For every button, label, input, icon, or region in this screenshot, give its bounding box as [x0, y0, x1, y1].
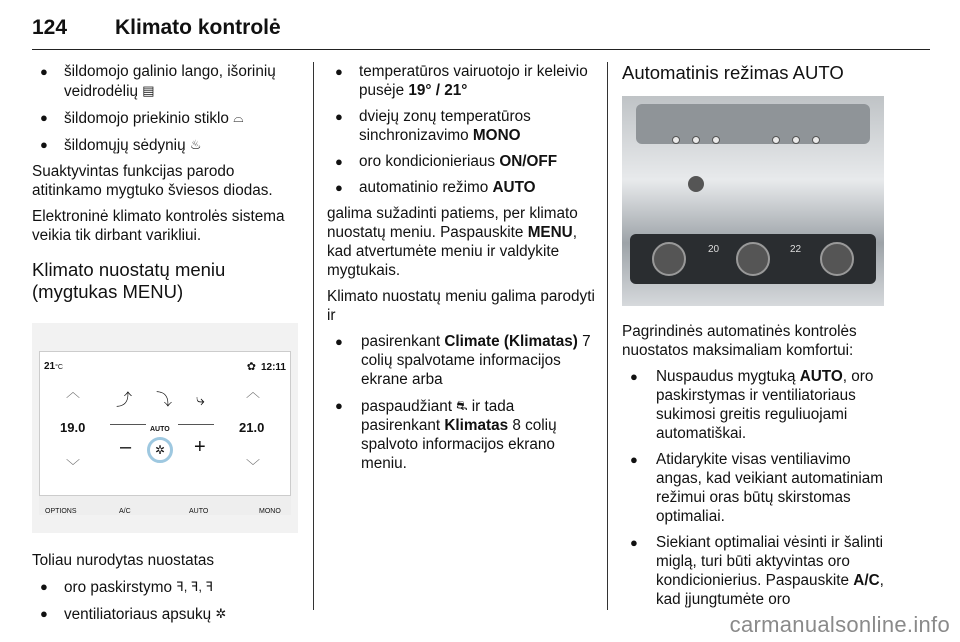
left-temp-display: 20: [708, 244, 720, 255]
temp-knob: [652, 242, 686, 276]
bar-item: AUTO: [189, 508, 209, 515]
column-1: [32, 62, 300, 631]
chevron-up-icon: ︿: [246, 384, 260, 400]
paragraph: Elektroninė klimato kontrolės sistema veikia tik dirbant varikliui.: [32, 208, 285, 244]
outside-temp: 21°C: [44, 361, 63, 372]
climate-control-panel: [630, 234, 876, 284]
fan-knob: [736, 242, 770, 276]
clock: 12:11: [260, 362, 286, 373]
paragraph: Suaktyvintas funkcijas parodo atitinkamo mygtuko šviesos diodas.: [32, 163, 273, 199]
list-item: ● automatinio režimo AUTO: [327, 178, 595, 197]
paragraph: Toliau nurodytas nuostatas: [32, 552, 214, 569]
bar-item: A/C: [119, 508, 131, 515]
temp-knob: [820, 242, 854, 276]
minus-icon: –: [120, 436, 132, 458]
windscreen-heating-icon: ⌓: [233, 110, 244, 125]
plus-icon: +: [194, 436, 206, 458]
menu-icon: ⛐: [456, 398, 468, 413]
list-item: ● paspaudžiant ⛐ ir tada pasirenkant Klimatas 8 colių spalvoto informacijos ekrano meniu.: [327, 396, 595, 473]
air-distribution-icon: ⤵: [156, 392, 173, 409]
seat-heating-icon: ♨: [189, 137, 202, 152]
bar-item: MONO: [259, 508, 281, 515]
chevron-down-icon: ﹀: [66, 458, 80, 474]
paragraph: Pagrindinės automatinės kontrolės nuostatos maksimaliam komfortui:: [622, 323, 857, 359]
left-temp: 19.0: [60, 420, 86, 435]
bar-item: OPTIONS: [45, 508, 77, 515]
climate-panel-photo: [622, 96, 884, 306]
air-distribution-icon: ⤴: [116, 392, 133, 409]
upper-panel: [636, 104, 870, 144]
list-item: ● ventiliatoriaus apsukų ✲: [32, 604, 300, 624]
list-item: ● Siekiant optimaliai vėsinti ir šalinti miglą, turi būti aktyvintas oro kondicionierius. Paspauskite A/C, kad įjungtumėte oro: [622, 533, 892, 609]
air-distribution-icon: ꟻ, ꟻ, ꟻ: [176, 579, 214, 594]
fan-speed-icon: ✲: [215, 606, 227, 621]
list-item: ● pasirenkant Climate (Klimatas) 7 colių spalvotame informacijos ekrane arba: [327, 332, 595, 389]
usb-port: [688, 176, 704, 192]
air-distribution-icon: ⤷: [196, 392, 205, 409]
column-divider-1: [313, 62, 314, 610]
divider: [110, 424, 146, 425]
list-item: ● Atidarykite visas ventiliavimo angas, kad veikiant automatiniam režimui oras būtų skirstomas optimaliai.: [622, 450, 892, 526]
right-temp-display: 22: [790, 244, 802, 255]
chevron-down-icon: ﹀: [246, 458, 260, 474]
climate-menu-screen-image: [32, 323, 298, 533]
screen-menu-bar: [39, 495, 291, 515]
list-item: ● oro kondicionieriaus ON/OFF: [327, 152, 595, 171]
fan-icon: ✲: [147, 437, 173, 463]
list-item: ● dviejų zonų temperatūros sinchronizavimo MONO: [327, 107, 595, 145]
section-heading: Klimato nuostatų meniu (mygtukas MENU): [32, 259, 226, 302]
list-item: ● oro paskirstymo ꟻ, ꟻ, ꟻ: [32, 577, 300, 597]
column-divider-2: [607, 62, 608, 610]
auto-label: AUTO: [150, 426, 170, 433]
divider: [178, 424, 214, 425]
list-item: ● šildomųjų sėdynių ♨: [32, 135, 300, 155]
section-heading: Automatinis režimas AUTO: [622, 62, 844, 83]
list-item: ● šildomojo priekinio stiklo ⌓: [32, 108, 300, 128]
column-3: [622, 62, 892, 616]
page-header: [32, 16, 930, 50]
settings-icon: ✿: [246, 361, 256, 373]
list-item: ● temperatūros vairuotojo ir keleivio pusėje 19° / 21°: [327, 62, 595, 100]
chevron-up-icon: ︿: [66, 384, 80, 400]
paragraph: galima sužadinti patiems, per klimato nuostatų meniu. Paspauskite MENU, kad atvertumėte meniu ir valdykite mygtukais.: [327, 205, 578, 279]
right-temp: 21.0: [239, 420, 265, 435]
list-item: ● šildomojo galinio lango, išorinių veidrodėlių ▤: [32, 62, 300, 101]
page-number: 124: [32, 16, 68, 39]
watermark: carmanualsonline.info: [729, 612, 950, 637]
list-item: ● Nuspaudus mygtuką AUTO, oro paskirstymas ir ventiliatoriaus sukimosi greitis reguliuojami automatiškai.: [622, 367, 892, 443]
chapter-title: Klimato kontrolė: [115, 16, 281, 39]
column-2: [327, 62, 595, 480]
rear-window-heating-icon: ▤: [142, 83, 155, 98]
paragraph: Klimato nuostatų meniu galima parodyti ir: [327, 288, 595, 324]
